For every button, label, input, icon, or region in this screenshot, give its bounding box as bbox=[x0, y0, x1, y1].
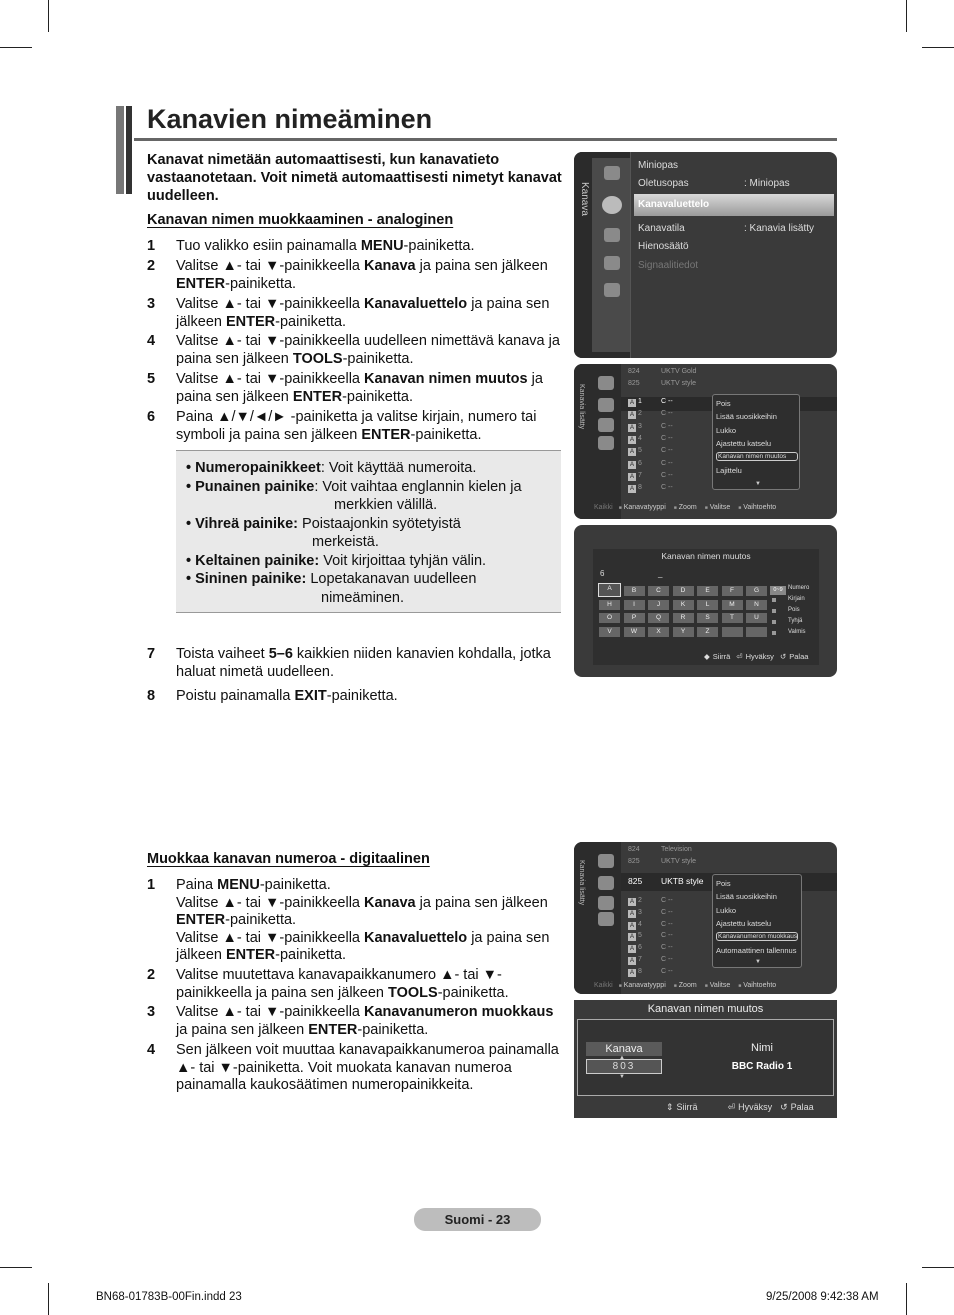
step-item bbox=[147, 1042, 567, 1095]
step-item bbox=[147, 258, 567, 293]
title-rule bbox=[134, 138, 837, 141]
step-text: Valitse ▲- tai ▼-painikkeella uudelleen nimettävä kanava ja paina sen jälkeen TOOLS-painiketta. bbox=[176, 333, 560, 367]
tip-term: • Punainen painike bbox=[186, 478, 315, 495]
step-line: Valitse muutettava kanavapaikkanumero ▲- tai ▼-painikkeella ja paina sen jälkeen TOOLS-painiketta. bbox=[176, 967, 509, 1001]
channel-name: C -- bbox=[661, 944, 673, 952]
channel-number: 5 bbox=[638, 932, 642, 940]
tools-menu-item: Ajastettu katselu bbox=[716, 438, 772, 448]
bold-term: Kanavan nimen muutos bbox=[364, 371, 528, 387]
key-R: R bbox=[673, 613, 694, 623]
step-number: 5 bbox=[147, 371, 156, 387]
menu-item-label: Signaalitiedot bbox=[638, 260, 699, 271]
osd-side-label: Kanavia lisätty bbox=[578, 384, 585, 430]
analog-badge-icon: A bbox=[629, 400, 634, 406]
analog-badge-icon: A bbox=[629, 910, 634, 917]
key-K: K bbox=[673, 600, 694, 610]
tools-menu-item: Lukko bbox=[716, 905, 737, 915]
tools-menu-item: Kanavan nimen muutos bbox=[716, 452, 798, 461]
editor-title: Kanavan nimen muutos bbox=[647, 1003, 764, 1015]
tools-menu-item: Lukko bbox=[716, 425, 737, 435]
menu-item-value: : Kanavia lisätty bbox=[744, 223, 815, 234]
osd-number-editor bbox=[574, 1000, 837, 1118]
tools-menu-item: Lisää suosikkeihin bbox=[716, 892, 777, 902]
menu-item-label: Miniopas bbox=[638, 160, 679, 171]
channel-name: C -- bbox=[661, 471, 673, 479]
channel-name: C -- bbox=[661, 908, 673, 916]
column-kanava-header: Kanava bbox=[586, 1042, 662, 1056]
channel-number: 3 bbox=[638, 422, 642, 430]
channel-name: UKTV Gold bbox=[661, 368, 697, 375]
tip-item: • Keltainen painike: Voit kirjoittaa tyhjän välin. bbox=[186, 552, 487, 569]
channel-name: C -- bbox=[661, 920, 673, 928]
channel-name: C -- bbox=[661, 967, 673, 975]
legend-color-key bbox=[772, 598, 776, 602]
tip-continuation: merkkien välillä. bbox=[334, 497, 438, 513]
key-V: V bbox=[599, 627, 620, 637]
osd-side-label: Kanava bbox=[579, 182, 590, 216]
analog-badge-icon: A bbox=[629, 969, 634, 976]
step-number: 6 bbox=[147, 409, 156, 425]
step-text bbox=[176, 1042, 567, 1095]
menu-item bbox=[634, 260, 834, 274]
channel-number: 5 bbox=[638, 447, 642, 455]
legend-label: Valmis bbox=[788, 629, 806, 635]
osd-name-editor bbox=[574, 525, 837, 677]
channel-number: 2 bbox=[638, 897, 642, 904]
menu-item bbox=[634, 241, 834, 255]
move-icon: ◆ bbox=[704, 652, 710, 661]
osd-side-label: Kanavia lisätty bbox=[578, 860, 585, 906]
menu-item-value: : Miniopas bbox=[744, 178, 790, 189]
editor-number: 6 bbox=[600, 569, 605, 578]
channel-name-value: BBC Radio 1 bbox=[731, 1061, 793, 1072]
footer-label: Kaikki bbox=[594, 982, 613, 989]
key-C: C bbox=[648, 586, 669, 596]
channel-name: C -- bbox=[661, 447, 673, 455]
color-key-icon: ■ bbox=[618, 505, 622, 511]
return-icon: ↺ bbox=[780, 1102, 788, 1112]
footer-label: Palaa bbox=[789, 652, 809, 661]
channel-icon bbox=[598, 376, 614, 390]
favourite-heart-icon bbox=[598, 418, 614, 432]
channel-name: C -- bbox=[661, 956, 673, 963]
step-text: Valitse ▲- tai ▼-painikkeella Kanavaluettelo ja paina sen jälkeen ENTER-painiketta. bbox=[176, 296, 550, 330]
step-number: 4 bbox=[147, 333, 156, 349]
analog-badge-icon: A bbox=[629, 899, 634, 905]
section-heading-analog: Kanavan nimen muokkaaminen - analoginen bbox=[147, 212, 454, 228]
footer-label: Kaikki bbox=[594, 504, 613, 511]
legend-label: Numero bbox=[788, 585, 810, 591]
section-heading-digital: Muokkaa kanavan numeroa - digitaalinen bbox=[147, 851, 430, 867]
step-item bbox=[147, 238, 567, 256]
step-text: Toista vaiheet 5–6 kaikkien niiden kanavien kohdalla, jotka haluat nimetä uudelleen. bbox=[176, 646, 551, 680]
key-B: B bbox=[624, 586, 645, 596]
color-key-icon: ■ bbox=[704, 505, 708, 511]
channel-name: C -- bbox=[661, 459, 673, 467]
tools-menu-item: Pois bbox=[716, 879, 731, 888]
menu-item-label: Hienosäätö bbox=[638, 241, 689, 252]
bold-term: ENTER bbox=[176, 912, 226, 928]
setup-gear-icon bbox=[604, 228, 620, 242]
analog-badge-icon: A bbox=[629, 449, 634, 456]
schedule-icon bbox=[598, 436, 614, 450]
key-X: X bbox=[648, 627, 669, 637]
channel-number: 8 bbox=[638, 967, 642, 975]
legend-label: Pois bbox=[788, 607, 800, 613]
bold-term: ENTER bbox=[225, 313, 276, 330]
channel-name: C -- bbox=[661, 932, 673, 940]
menu-item-label: Kanavatila bbox=[638, 223, 685, 234]
menu-item bbox=[634, 223, 834, 237]
footer-label: Kanavatyyppi bbox=[623, 504, 666, 511]
tools-menu-item: Kanavanumeron muokkaus bbox=[718, 933, 798, 941]
channel-number: 824 bbox=[628, 846, 640, 853]
channel-number: 7 bbox=[638, 471, 642, 479]
input-icon bbox=[604, 256, 620, 270]
channel-name: C -- bbox=[661, 410, 673, 418]
step-number: 3 bbox=[147, 296, 156, 312]
tip-term: • Numeropainikkeet bbox=[186, 460, 321, 476]
menu-item bbox=[634, 160, 834, 174]
column-nimi-header: Nimi bbox=[751, 1042, 773, 1054]
key-N: N bbox=[746, 600, 767, 610]
channel-name: Television bbox=[661, 846, 692, 853]
color-key-icon: ■ bbox=[618, 983, 622, 989]
color-key-icon: ■ bbox=[673, 983, 677, 989]
bold-term: Kanava bbox=[364, 894, 416, 911]
step-number: 3 bbox=[147, 1004, 156, 1020]
channel-number: 2 bbox=[638, 410, 642, 418]
tip-continuation: merkeistä. bbox=[312, 534, 379, 550]
analog-badge-icon: A bbox=[629, 958, 634, 964]
page-number-pill: Suomi - 23 bbox=[414, 1208, 541, 1231]
step-text bbox=[176, 877, 567, 965]
footer-file: BN68-01783B-00Fin.indd 23 bbox=[96, 1291, 242, 1303]
step-line: Sen jälkeen voit muuttaa kanavapaikkanumeroa painamalla ▲- tai ▼-painiketta. Voit muokata kanavan numeroa painamalla kaukosäätimen numeropainikkeita. bbox=[176, 1042, 559, 1093]
footer-date: 9/25/2008 9:42:38 AM bbox=[766, 1291, 879, 1303]
step-item bbox=[147, 296, 567, 331]
step-text: Tuo valikko esiin painamalla MENU-painiketta. bbox=[176, 238, 475, 254]
analog-badge-icon: A bbox=[629, 412, 634, 419]
channel-number: 6 bbox=[638, 459, 642, 467]
key-blank bbox=[746, 627, 767, 637]
tools-menu-item: Lajittelu bbox=[716, 465, 742, 475]
legend-label: Kirjain bbox=[788, 596, 805, 602]
channel-name: UKTV style bbox=[661, 380, 697, 387]
step-number: 2 bbox=[147, 258, 156, 274]
application-icon bbox=[604, 283, 620, 297]
footer-label: Siirrä bbox=[676, 1102, 698, 1112]
step-item bbox=[147, 877, 567, 965]
key-M: M bbox=[722, 600, 743, 610]
key-Z: Z bbox=[697, 627, 718, 637]
step-number: 8 bbox=[147, 688, 156, 704]
tip-item: • Numeropainikkeet: Voit käyttää numeroita. bbox=[186, 460, 477, 476]
channel-name: C -- bbox=[661, 897, 673, 904]
key-F: F bbox=[722, 586, 743, 596]
key-blank bbox=[722, 627, 743, 637]
tools-menu-item: Pois bbox=[716, 399, 731, 408]
tips-box bbox=[176, 450, 561, 613]
move-icon: ⇕ bbox=[666, 1102, 674, 1112]
analog-badge-icon: A bbox=[629, 934, 634, 941]
tip-item: • Sininen painike: Lopetakanavan uudelleen bbox=[186, 571, 477, 587]
analog-badge-icon: A bbox=[629, 946, 634, 953]
editor-cursor: _ bbox=[658, 569, 663, 578]
key-Y: Y bbox=[673, 627, 694, 637]
tip-term: • Sininen painike: bbox=[186, 571, 307, 587]
channel-name: C -- bbox=[661, 434, 673, 442]
key-W: W bbox=[624, 627, 645, 637]
schedule-icon bbox=[598, 912, 614, 926]
bold-term: Kanava bbox=[364, 258, 416, 274]
step-number: 1 bbox=[147, 238, 156, 254]
intro-text: Kanavat nimetään automaattisesti, kun kanavatieto vastaanotetaan. Voit nimetä automaattisesti nimetyt kanavat uudelleen. bbox=[147, 152, 562, 204]
step-item bbox=[147, 688, 567, 706]
key-H: H bbox=[599, 600, 620, 610]
tip-item: • Punainen painike: Voit vaihtaa englannin kielen ja bbox=[186, 478, 522, 495]
step-item bbox=[147, 333, 567, 368]
color-key-icon: ■ bbox=[673, 505, 677, 511]
key-I: I bbox=[624, 600, 645, 610]
channel-number: 7 bbox=[638, 956, 642, 963]
channel-name: UKTV style bbox=[661, 858, 697, 865]
bold-term: ENTER bbox=[361, 426, 411, 443]
tip-term: • Keltainen painike: bbox=[186, 552, 320, 569]
analog-badge-icon: A bbox=[629, 473, 634, 480]
channel-number: 825 bbox=[628, 380, 640, 387]
step-item bbox=[147, 409, 567, 444]
tools-popup bbox=[712, 874, 802, 968]
key-A: A bbox=[599, 584, 620, 596]
channel-name: C -- bbox=[661, 422, 673, 430]
add-icon bbox=[598, 398, 614, 412]
channel-number: 3 bbox=[638, 908, 642, 916]
step-item bbox=[147, 371, 567, 406]
analog-badge-icon: A bbox=[629, 922, 634, 929]
footer-label: Valitse bbox=[709, 504, 731, 511]
editor-title: Kanavan nimen muutos bbox=[661, 551, 751, 561]
menu-item bbox=[634, 178, 834, 192]
key-S: S bbox=[697, 613, 718, 623]
footer-label: Zoom bbox=[678, 982, 697, 989]
channel-number: 824 bbox=[628, 368, 640, 375]
picture-icon bbox=[604, 166, 620, 180]
osd-channel-menu bbox=[574, 152, 837, 358]
footer-label: Vaihtoehto bbox=[743, 982, 777, 989]
footer-label: Kanavatyyppi bbox=[623, 982, 666, 989]
channel-name: UKTB style bbox=[661, 876, 704, 886]
channel-number: 825 bbox=[628, 858, 640, 865]
channel-number: 4 bbox=[638, 434, 642, 442]
tip-item: • Vihreä painike: Poistaajonkin syötetyistä bbox=[186, 515, 461, 532]
footer-label: Hyväksy bbox=[738, 1102, 773, 1112]
step-text bbox=[176, 1004, 567, 1039]
step-item bbox=[147, 646, 567, 681]
page-title: Kanavien nimeäminen bbox=[147, 104, 433, 134]
step-text: Valitse ▲- tai ▼-painikkeella Kanava ja paina sen jälkeen ENTER-painiketta. bbox=[176, 258, 548, 292]
key-O: O bbox=[599, 613, 620, 623]
bold-term: Kanavaluettelo bbox=[364, 296, 468, 312]
menu-item-label: Kanavaluettelo bbox=[638, 199, 710, 210]
step-text: Paina ▲/▼/◄/► -painiketta ja valitse kirjain, numero tai symboli ja paina sen jälkeen ENTER-painiketta. bbox=[176, 409, 537, 443]
channel-number-field[interactable]: 803 bbox=[586, 1059, 662, 1074]
footer-label: Valitse bbox=[709, 982, 731, 989]
channel-number: 6 bbox=[638, 944, 642, 952]
channel-name: C -- bbox=[661, 398, 673, 405]
channel-number: 8 bbox=[638, 484, 642, 492]
enter-icon: ⏎ bbox=[736, 652, 743, 661]
color-key-icon: ■ bbox=[738, 983, 742, 989]
legend-label: Tyhjä bbox=[788, 618, 803, 624]
step-text bbox=[176, 967, 567, 1002]
legend-color-key bbox=[772, 620, 776, 624]
favourite-heart-icon bbox=[598, 896, 614, 910]
channel-name: C -- bbox=[661, 484, 673, 492]
tip-continuation: nimeäminen. bbox=[321, 589, 405, 606]
key-U: U bbox=[746, 613, 767, 623]
bold-term: ENTER bbox=[292, 388, 343, 405]
down-arrow-icon: ▼ bbox=[619, 1074, 625, 1080]
key-T: T bbox=[722, 613, 743, 623]
osd-channel-list-tools bbox=[574, 364, 837, 519]
channel-icon bbox=[598, 854, 614, 868]
analog-badge-icon: A bbox=[629, 486, 634, 493]
menu-item bbox=[634, 194, 834, 216]
analog-badge-icon: A bbox=[629, 424, 634, 431]
key-P: P bbox=[624, 613, 645, 623]
footer-label: Palaa bbox=[790, 1102, 814, 1112]
key-J: J bbox=[648, 600, 669, 610]
key-D: D bbox=[673, 586, 694, 596]
step-number: 4 bbox=[147, 1042, 156, 1058]
up-arrow-icon: ▲ bbox=[619, 1055, 625, 1061]
channel-number: 825 bbox=[628, 876, 643, 886]
bold-term: 5–6 bbox=[268, 646, 293, 662]
bold-term: TOOLS bbox=[388, 984, 438, 1001]
legend-color-key bbox=[772, 631, 776, 635]
bold-term: EXIT bbox=[294, 688, 327, 704]
scroll-down-icon: ▼ bbox=[755, 959, 761, 965]
bold-term: TOOLS bbox=[292, 350, 343, 367]
tools-menu-item: Lisää suosikkeihin bbox=[716, 412, 777, 422]
tools-popup bbox=[712, 394, 800, 490]
bold-term: ENTER bbox=[225, 947, 276, 963]
add-icon bbox=[598, 876, 614, 890]
tools-menu-item: Automaattinen tallennus bbox=[716, 945, 797, 955]
step-line: Valitse ▲- tai ▼-painikkeella Kanavanumeron muokkaus ja paina sen jälkeen ENTER-painiketta. bbox=[176, 1004, 554, 1038]
step-text: Poistu painamalla EXIT-painiketta. bbox=[176, 688, 398, 704]
analog-badge-icon: A bbox=[629, 436, 634, 443]
enter-icon: ⏎ bbox=[727, 1102, 736, 1112]
channel-number: 4 bbox=[638, 920, 642, 928]
footer-label: Siirrä bbox=[712, 652, 731, 661]
step-item bbox=[147, 1004, 567, 1039]
analog-badge-icon: A bbox=[629, 461, 634, 468]
bold-term: ENTER bbox=[308, 1021, 358, 1038]
footer-label: Vaihtoehto bbox=[743, 504, 777, 511]
bold-term: ENTER bbox=[176, 275, 226, 292]
key-L: L bbox=[697, 600, 718, 610]
tools-menu-item: Ajastettu katselu bbox=[716, 918, 772, 928]
key-Q: Q bbox=[648, 613, 669, 623]
return-icon: ↺ bbox=[779, 652, 787, 661]
osd-digital-channel-list bbox=[574, 842, 837, 994]
step-number: 2 bbox=[147, 967, 156, 983]
channel-number: 1 bbox=[638, 398, 642, 405]
color-key-icon: ■ bbox=[704, 983, 708, 989]
scroll-down-icon: ▼ bbox=[755, 481, 761, 487]
bold-term: Kanavaluettelo bbox=[364, 929, 468, 946]
step-line: Paina MENU-painiketta. bbox=[176, 877, 331, 893]
step-number: 1 bbox=[147, 877, 156, 893]
footer-label: Hyväksy bbox=[745, 652, 774, 661]
step-number: 7 bbox=[147, 646, 156, 662]
step-text: Valitse ▲- tai ▼-painikkeella Kanavan nimen muutos ja paina sen jälkeen ENTER-painiketta. bbox=[176, 371, 543, 405]
bold-term: MENU bbox=[217, 877, 260, 893]
bold-term: Kanavanumeron muokkaus bbox=[364, 1004, 554, 1020]
menu-item-label: Oletusopas bbox=[638, 178, 689, 189]
bold-term: MENU bbox=[360, 238, 404, 254]
channel-icon bbox=[602, 196, 622, 214]
step-line: Valitse ▲- tai ▼-painikkeella Kanava ja paina sen jälkeen ENTER-painiketta. bbox=[176, 894, 548, 928]
step-item bbox=[147, 967, 567, 1002]
footer-label: Zoom bbox=[678, 504, 697, 511]
tip-term: • Vihreä painike: bbox=[186, 515, 298, 532]
color-key-icon: ■ bbox=[738, 505, 742, 511]
title-bar-decoration bbox=[116, 106, 134, 194]
key-E: E bbox=[697, 586, 718, 596]
legend-color-key bbox=[772, 609, 776, 613]
legend-number-key: 0~9 bbox=[770, 586, 786, 595]
key-G: G bbox=[746, 586, 767, 596]
step-line: Valitse ▲- tai ▼-painikkeella Kanavaluettelo ja paina sen jälkeen ENTER-painiketta. bbox=[176, 929, 550, 963]
